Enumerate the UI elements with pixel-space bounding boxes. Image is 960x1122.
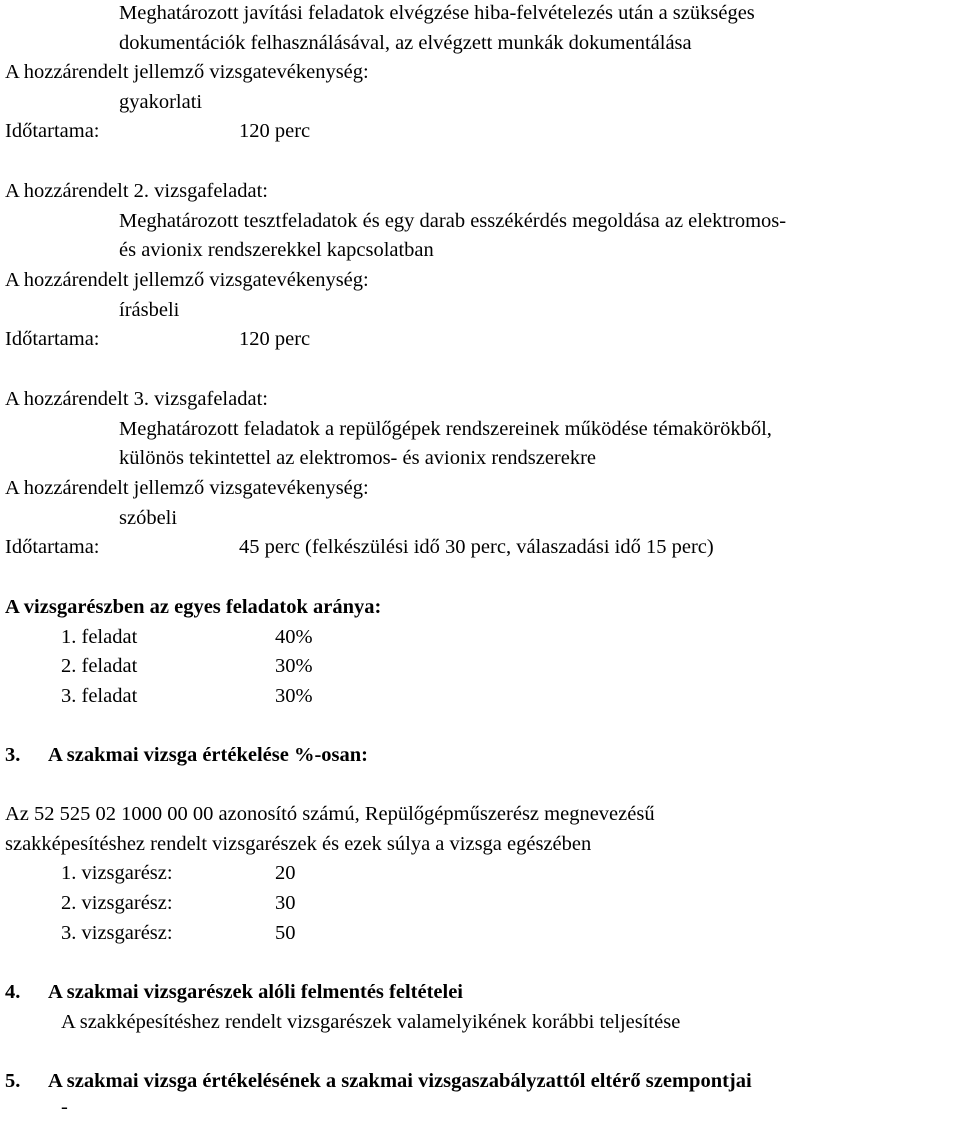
task3-description-line2: különös tekintettel az elektromos- és avionix rendszerekre: [119, 447, 597, 469]
section3-text-line1: Az 52 525 02 1000 00 00 azonosító számú, Repülőgépműszerész megnevezésű: [5, 803, 655, 825]
section4-number: 4.: [5, 981, 21, 1003]
task2-duration-label: Időtartama:: [5, 328, 100, 350]
task3-activity-label: A hozzárendelt jellemző vizsgatevékenység:: [5, 477, 369, 499]
weight-item-2-value: 30: [275, 892, 296, 914]
weight-item-2-label: 2. vizsgarész:: [61, 892, 173, 914]
task3-heading: A hozzárendelt 3. vizsgafeladat:: [5, 388, 268, 410]
ratio-item-3-label: 3. feladat: [61, 685, 138, 707]
task2-activity-label: A hozzárendelt jellemző vizsgatevékenység:: [5, 269, 369, 291]
section3-number: 3.: [5, 744, 21, 766]
weight-item-1-label: 1. vizsgarész:: [61, 862, 173, 884]
task1-duration-value: 120 perc: [239, 120, 311, 142]
ratios-heading: A vizsgarészben az egyes feladatok aránya:: [5, 596, 382, 618]
section3-text-line2: szakképesítéshez rendelt vizsgarészek és ezek súlya a vizsga egészében: [5, 833, 592, 855]
ratio-item-3-value: 30%: [275, 685, 313, 707]
task3-duration-value: 45 perc (felkészülési idő 30 perc, válaszadási idő 15 perc): [239, 536, 714, 558]
ratio-item-1-value: 40%: [275, 626, 313, 648]
task2-activity-value: írásbeli: [119, 299, 180, 321]
task1-activity-label: A hozzárendelt jellemző vizsgatevékenység:: [5, 61, 369, 83]
weight-item-3-label: 3. vizsgarész:: [61, 922, 173, 944]
task1-description-line1: Meghatározott javítási feladatok elvégzése hiba-felvételezés után a szükséges: [119, 2, 755, 24]
task2-duration-value: 120 perc: [239, 328, 311, 350]
weight-item-1-value: 20: [275, 862, 296, 884]
weight-item-3-value: 50: [275, 922, 296, 944]
section3-title: A szakmai vizsga értékelése %-osan:: [48, 744, 368, 766]
section5-text: -: [61, 1096, 68, 1118]
ratio-item-2-value: 30%: [275, 655, 313, 677]
section4-title: A szakmai vizsgarészek alóli felmentés feltételei: [48, 981, 463, 1003]
ratio-item-1-label: 1. feladat: [61, 626, 138, 648]
task2-heading: A hozzárendelt 2. vizsgafeladat:: [5, 180, 268, 202]
task1-duration-label: Időtartama:: [5, 120, 100, 142]
section5-title: A szakmai vizsga értékelésének a szakmai vizsgaszabályzattól eltérő szempontjai: [48, 1070, 752, 1092]
task1-description-line2: dokumentációk felhasználásával, az elvégzett munkák dokumentálása: [119, 32, 692, 54]
task3-description-line1: Meghatározott feladatok a repülőgépek rendszereinek működése témakörökből,: [119, 418, 772, 440]
task3-activity-value: szóbeli: [119, 507, 178, 529]
task2-description-line2: és avionix rendszerekkel kapcsolatban: [119, 239, 434, 261]
section4-text: A szakképesítéshez rendelt vizsgarészek valamelyikének korábbi teljesítése: [61, 1011, 681, 1033]
ratio-item-2-label: 2. feladat: [61, 655, 138, 677]
task3-duration-label: Időtartama:: [5, 536, 100, 558]
task1-activity-value: gyakorlati: [119, 91, 203, 113]
section5-number: 5.: [5, 1070, 21, 1092]
task2-description-line1: Meghatározott tesztfeladatok és egy darab esszékérdés megoldása az elektromos-: [119, 210, 787, 232]
